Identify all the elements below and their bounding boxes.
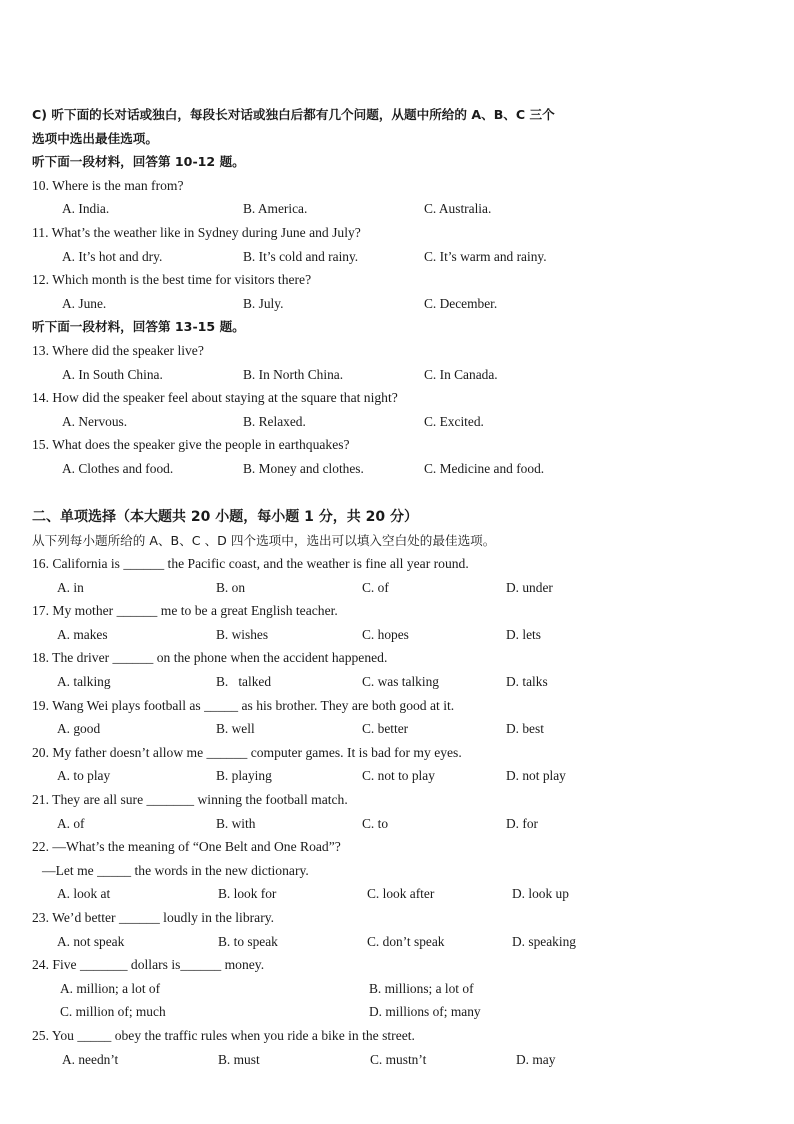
options-14 — [32, 410, 672, 434]
options-13 — [32, 363, 672, 387]
question-11: 11. What’s the weather like in Sydney during June and July? — [32, 224, 361, 240]
option-b: B. well — [216, 721, 255, 737]
option-b: B. Money and clothes. — [243, 460, 364, 476]
option-d: D. under — [506, 579, 553, 595]
option-c: C. It’s warm and rainy. — [424, 248, 547, 264]
question-22-reply: —Let me _____ the words in the new dictionary. — [42, 862, 309, 878]
option-a: A. look at — [57, 886, 111, 902]
material-heading-1: 听下面一段材料，回答第 10-12 题。 — [32, 154, 245, 170]
option-a: A. Nervous. — [62, 413, 128, 429]
option-d: D. best — [506, 721, 544, 737]
options-15 — [32, 457, 672, 481]
question-22: 22. —What’s the meaning of “One Belt and One Road”? — [32, 839, 341, 855]
option-c: C. Medicine and food. — [424, 460, 545, 476]
question-12: 12. Which month is the best time for visitors there? — [32, 272, 312, 288]
option-b: B. Relaxed. — [243, 413, 306, 429]
option-a: A. million; a lot of — [60, 980, 161, 996]
option-d: D. speaking — [512, 933, 576, 949]
material-heading-2: 听下面一段材料，回答第 13-15 题。 — [32, 319, 245, 335]
option-b: B. look for — [218, 886, 277, 902]
options-24-row2 — [32, 1000, 672, 1024]
option-a: A. needn’t — [62, 1051, 119, 1067]
option-d: D. look up — [512, 886, 569, 902]
option-c: C. hopes — [362, 626, 409, 642]
options-21 — [32, 812, 672, 836]
question-16: 16. California is ______ the Pacific coast, and the weather is fine all year round. — [32, 556, 469, 572]
option-a: A. Clothes and food. — [62, 460, 174, 476]
option-c: C. was talking — [362, 674, 439, 690]
option-a: A. June. — [62, 295, 107, 311]
section-c-instruction: C) 听下面的长对话或独白，每段长对话或独白后都有几个问题，从题中所给的 A、B、C 三个 — [32, 107, 555, 122]
option-a: A. makes — [57, 626, 108, 642]
option-d: D. millions of; many — [369, 1004, 481, 1020]
options-16 — [32, 576, 672, 600]
section-c-instruction-cont: 选项中选出最佳选项。 — [32, 130, 158, 146]
options-22 — [32, 882, 672, 906]
option-b: B. must — [218, 1051, 260, 1067]
question-25: 25. You _____ obey the traffic rules when you ride a bike in the street. — [32, 1027, 415, 1043]
question-14: 14. How did the speaker feel about staying at the square that night? — [32, 390, 398, 406]
option-d: D. talks — [506, 674, 548, 690]
option-c: C. Excited. — [424, 413, 484, 429]
section-2-instruction: 从下列每小题所给的 A、B、C 、D 四个选项中，选出可以填入空白处的最佳选项。 — [32, 532, 496, 548]
option-c: C. of — [362, 579, 389, 595]
option-d: D. for — [506, 815, 538, 831]
option-d: D. may — [516, 1051, 556, 1067]
question-19: 19. Wang Wei plays football as _____ as his brother. They are both good at it. — [32, 697, 455, 713]
option-b: B. on — [216, 579, 246, 595]
option-c: C. mustn’t — [370, 1051, 427, 1067]
option-a: A. not speak — [57, 933, 125, 949]
question-13: 13. Where did the speaker live? — [32, 342, 204, 358]
option-b: B. July. — [243, 295, 284, 311]
option-c: C. better — [362, 721, 409, 737]
option-a: A. good — [57, 721, 101, 737]
option-b: B. talked — [216, 674, 272, 690]
question-15: 15. What does the speaker give the people in earthquakes? — [32, 437, 350, 453]
question-21: 21. They are all sure _______ winning the football match. — [32, 792, 348, 808]
option-c: C. Australia. — [424, 201, 492, 217]
option-b: B. wishes — [216, 626, 269, 642]
option-c: C. look after — [367, 886, 435, 902]
options-23 — [32, 930, 672, 954]
option-c: C. million of; much — [60, 1004, 166, 1020]
option-a: A. In South China. — [62, 366, 163, 382]
option-d: D. not play — [506, 768, 566, 784]
options-25 — [32, 1048, 672, 1072]
options-20 — [32, 764, 672, 788]
question-17: 17. My mother ______ me to be a great English teacher. — [32, 603, 338, 619]
option-b: B. America. — [243, 201, 308, 217]
option-c: C. December. — [424, 295, 498, 311]
options-11 — [32, 245, 672, 269]
option-b: B. In North China. — [243, 366, 344, 382]
option-b: B. It’s cold and rainy. — [243, 248, 359, 264]
options-12 — [32, 292, 672, 316]
option-c: C. to — [362, 815, 389, 831]
option-c: C. In Canada. — [424, 366, 498, 382]
option-b: B. to speak — [218, 933, 278, 949]
option-a: A. of — [57, 815, 85, 831]
options-18 — [32, 670, 672, 694]
option-a: A. talking — [57, 674, 111, 690]
question-18: 18. The driver ______ on the phone when the accident happened. — [32, 650, 388, 666]
option-b: B. with — [216, 815, 256, 831]
options-17 — [32, 623, 672, 647]
question-24: 24. Five _______ dollars is______ money. — [32, 957, 265, 973]
option-a: A. India. — [62, 201, 110, 217]
option-d: D. lets — [506, 626, 541, 642]
option-b: B. millions; a lot of — [369, 980, 474, 996]
options-24-row1 — [32, 977, 672, 1001]
section-gap — [32, 481, 672, 505]
options-19 — [32, 717, 672, 741]
question-10: 10. Where is the man from? — [32, 177, 184, 193]
option-b: B. playing — [216, 768, 272, 784]
question-20: 20. My father doesn’t allow me ______ computer games. It is bad for my eyes. — [32, 744, 462, 760]
option-a: A. to play — [57, 768, 111, 784]
exam-content — [32, 103, 672, 1071]
option-c: C. not to play — [362, 768, 435, 784]
option-c: C. don’t speak — [367, 933, 445, 949]
question-23: 23. We’d better ______ loudly in the library. — [32, 910, 275, 925]
section-2-title: 二、单项选择（本大题共 20 小题，每小题 1 分，共 20 分） — [32, 508, 418, 525]
options-10 — [32, 197, 672, 221]
option-a: A. in — [57, 579, 84, 595]
option-a: A. It’s hot and dry. — [62, 248, 163, 264]
